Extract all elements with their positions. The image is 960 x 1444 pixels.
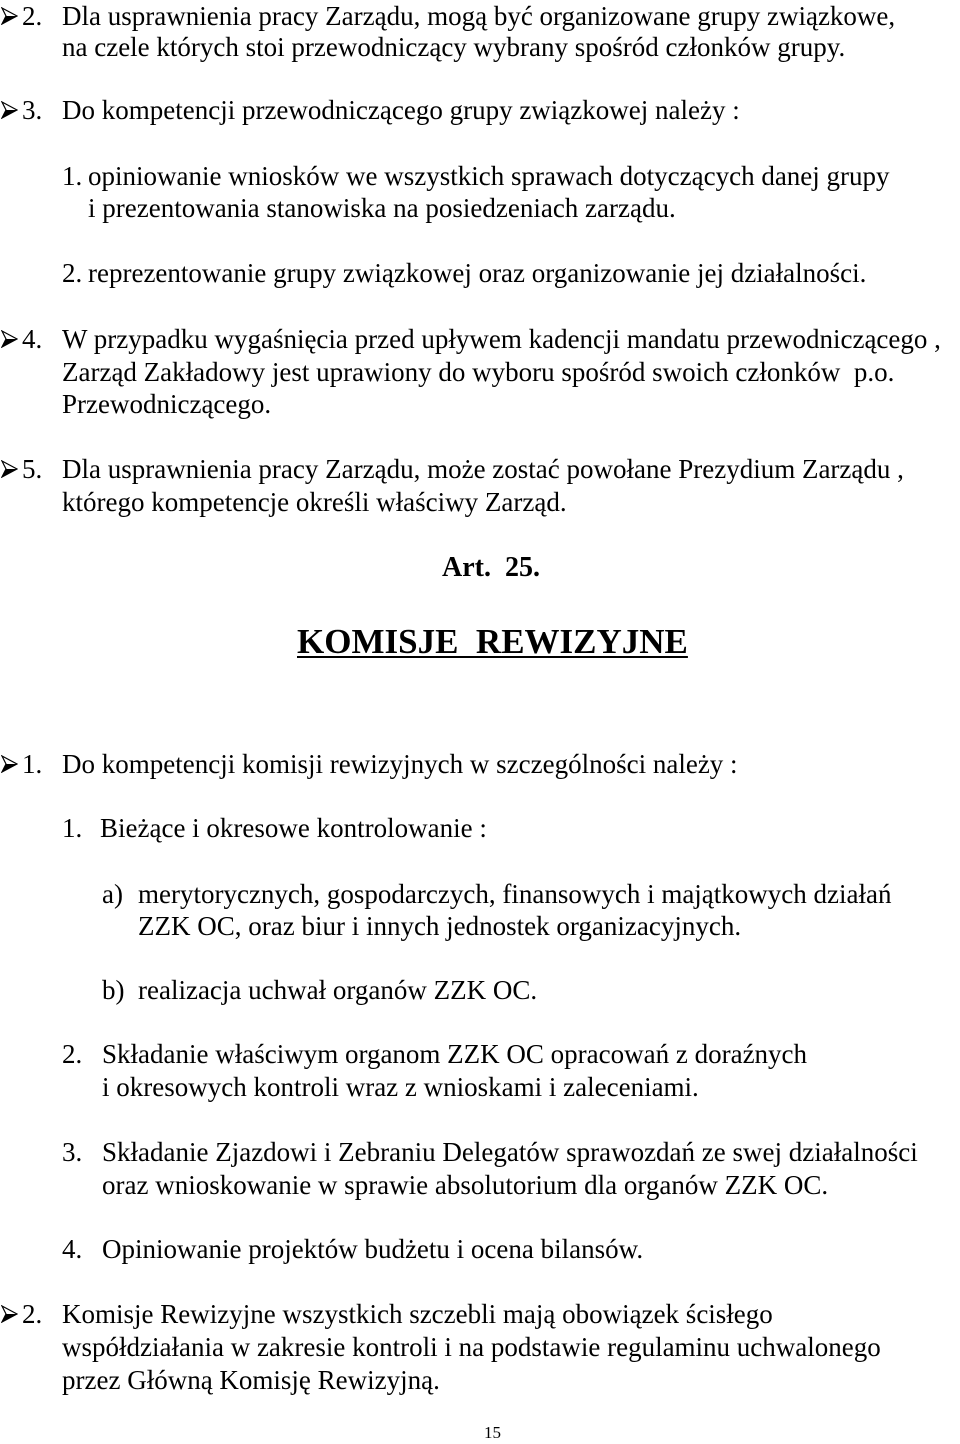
subitem-number: 1. [62,813,83,843]
article-title: KOMISJE REWIZYJNE [297,622,688,661]
arrow-bullet-icon [1,460,18,478]
paragraph-line: merytorycznych, gospodarczych, finansowych i majątkowych działań [138,879,892,909]
paragraph-line: Składanie właściwym organom ZZK OC opracowań z doraźnych [102,1039,808,1069]
paragraph-line: Dla usprawnienia pracy Zarządu, mogą być organizowane grupy związkowe, [62,1,896,31]
paragraph-line: ZZK OC, oraz biur i innych jednostek organizacyjnych. [138,911,742,941]
arrow-bullet-icon [1,330,18,348]
page-number: 15 [484,1423,501,1442]
arrow-bullet-icon [1,7,18,25]
subitem-number: 1. [62,161,83,191]
paragraph-line: Do kompetencji przewodniczącego grupy związkowej należy : [62,95,740,125]
arrow-bullet-icon [1,1305,18,1323]
paragraph-line: Dla usprawnienia pracy Zarządu, może zostać powołane Prezydium Zarządu , [62,454,904,484]
subitem-number: 4. [62,1234,83,1264]
paragraph-line: reprezentowanie grupy związkowej oraz organizowanie jej działalności. [88,258,867,288]
subitem-number: 3. [62,1137,83,1167]
subitem-number: 2. [62,1039,83,1069]
article-label: Art. 25. [442,552,540,583]
paragraph-line: na czele których stoi przewodniczący wybrany spośród członków grupy. [62,32,846,62]
paragraph-line: współdziałania w zakresie kontroli i na podstawie regulaminu uchwalonego [62,1332,881,1362]
arrow-bullet-icon [1,101,18,119]
point-label: a) [102,879,123,909]
paragraph-line: Przewodniczącego. [62,389,272,419]
item-number: 4. [22,324,43,354]
arrow-bullet-icon [1,755,18,773]
subitem-number: 2. [62,258,83,288]
point-label: b) [102,975,125,1005]
paragraph-line: realizacja uchwał organów ZZK OC. [138,975,538,1005]
paragraph-line: i prezentowania stanowiska na posiedzeniach zarządu. [88,193,676,223]
paragraph-line: opiniowanie wniosków we wszystkich sprawach dotyczących danej grupy [88,161,890,191]
item-number: 2. [22,1,43,31]
paragraph-line: Składanie Zjazdowi i Zebraniu Delegatów sprawozdań ze swej działalności [102,1137,918,1167]
paragraph-line: przez Główną Komisję Rewizyjną. [62,1365,440,1395]
item-number: 3. [22,95,43,125]
item-number: 5. [22,454,43,484]
paragraph-line: Zarząd Zakładowy jest uprawiony do wyboru spośród swoich członków p.o. [62,357,895,387]
paragraph-line: oraz wnioskowanie w sprawie absolutorium dla organów ZZK OC. [102,1170,829,1200]
paragraph-line: którego kompetencje określi właściwy Zarząd. [62,487,567,517]
paragraph-line: Opiniowanie projektów budżetu i ocena bilansów. [102,1234,644,1264]
item-number: 2. [22,1299,43,1329]
paragraph-line: Do kompetencji komisji rewizyjnych w szczególności należy : [62,749,738,779]
item-number: 1. [22,749,43,779]
paragraph-line: W przypadku wygaśnięcia przed upływem kadencji mandatu przewodniczącego , [62,324,941,354]
paragraph-line: Bieżące i okresowe kontrolowanie : [100,813,487,843]
paragraph-line: i okresowych kontroli wraz z wnioskami i zaleceniami. [102,1072,699,1102]
paragraph-line: Komisje Rewizyjne wszystkich szczebli mają obowiązek ścisłego [62,1299,773,1329]
